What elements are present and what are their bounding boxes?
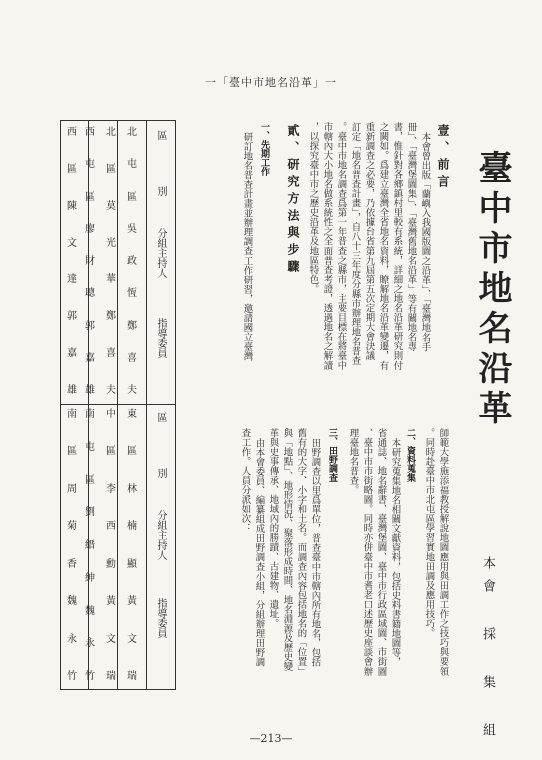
table-cell: 嘉 xyxy=(67,348,77,360)
table-cell: 顯 xyxy=(127,558,137,570)
text-line: 理臺地名普查。 xyxy=(347,428,359,495)
table-cell: 中 xyxy=(106,409,116,420)
table-cell: 政 xyxy=(127,256,137,267)
table-header-advisor: 指導委員 xyxy=(155,598,166,638)
text-line: 師範大學施添福教授解說地圖應用與田調工作之技巧與要領 xyxy=(437,428,449,677)
running-header: 一「臺中市地名沿革」一 xyxy=(205,76,337,89)
table-cell: 屯 xyxy=(85,441,95,453)
text-line: 訂定「地名普查計畫」，自八十三年度分縣市辦理地名普查 xyxy=(349,122,361,366)
table-cell: 縉 xyxy=(85,540,95,551)
text-line: 市轄內大小地名做系統性之全面普查考證，透過地名之解讀 xyxy=(321,122,333,371)
text-line: 研訂地名普查計畫並辦理調查工作研習，邀請國立臺灣 xyxy=(241,132,253,361)
table-cell: 竹 xyxy=(67,670,77,682)
text-line: 書，惟針對各鄉鎮村里較有系統，詳細之地名沿革研究則付 xyxy=(391,122,403,371)
table-cell: 勳 xyxy=(106,558,116,570)
table-cell: 北 xyxy=(106,127,116,138)
text-line: 舊有的大字、小字和土名。而調查內容包括地名的「位置」 xyxy=(295,428,307,677)
table-cell: 光 xyxy=(106,237,116,249)
article-title: 臺中市地名沿革 xyxy=(472,150,512,430)
table-cell: 西 xyxy=(85,127,95,138)
table-row xyxy=(82,128,98,396)
table-cell: 文 xyxy=(67,237,77,249)
table-header-advisor: 指導委員 xyxy=(155,318,166,358)
table-cell: 區 xyxy=(127,191,137,203)
table-row xyxy=(124,128,140,396)
table-cell: 黃 xyxy=(106,596,116,608)
table-row xyxy=(64,410,80,682)
table-cell: 劉 xyxy=(85,507,95,519)
text-line: 與「地點」、地形情況、聚落形成時間、地名淵源及歷史變 xyxy=(281,428,293,672)
table-cell: 雄 xyxy=(85,385,95,396)
table-cell: 文 xyxy=(127,633,137,645)
table-cell: 李 xyxy=(106,483,116,495)
text-line: 革與史事傳承、地域內的勝蹟、古建物、遺址。 xyxy=(267,428,279,629)
text-line: 本會曾出版「蘭嶼入我國版圖之沿革」、「臺灣地名手 xyxy=(419,132,431,352)
table-cell: 紳 xyxy=(85,572,95,584)
section-heading-intro: 壹、前言 xyxy=(436,124,450,192)
table-cell: 黃 xyxy=(127,596,137,608)
table-cell: 陳 xyxy=(67,200,77,212)
table-cell: 區 xyxy=(85,474,95,486)
table-cell: 區 xyxy=(67,163,77,175)
table-cell: 菊 xyxy=(67,521,77,533)
table-cell: 林 xyxy=(127,483,137,495)
table-header-district: 區 xyxy=(155,412,166,422)
table-cell: 東 xyxy=(127,409,137,420)
table-cell: 楠 xyxy=(127,521,137,533)
text-line: 。同時赴臺中市北屯區學習實地田調及應用技巧。 xyxy=(423,428,435,638)
text-line: 重新調查之必要，乃依據台省第九屆第五次定期大會決議 xyxy=(363,122,375,361)
section-heading-method: 貳、研究方法與步驟 xyxy=(286,124,300,277)
table-header-district-2: 別 xyxy=(155,186,166,196)
table-cell: 財 xyxy=(85,256,95,267)
table-cell: 喜 xyxy=(127,352,137,364)
table-row xyxy=(103,410,119,682)
table-cell: 郭 xyxy=(85,320,95,332)
table-row xyxy=(82,410,98,682)
text-line: 查工作。人員分派如次： xyxy=(239,428,251,533)
table-cell: 吳 xyxy=(127,223,137,235)
table-cell: 夫 xyxy=(106,384,116,396)
table-divider xyxy=(60,404,176,405)
table-cell: 永 xyxy=(85,638,95,650)
text-line: 之闕如。爲建立臺灣全省地名資料，瞭解地名沿革變遷，有 xyxy=(377,122,389,371)
text-line: 田野調查以里爲單位，普查臺中市轄內所有地名，包括 xyxy=(309,438,321,667)
table-header-leader: 分組主持人 xyxy=(155,228,166,278)
table-cell: 文 xyxy=(106,633,116,645)
text-line: 由本會委員、編纂組成田野調查小組，分組辦理田野調 xyxy=(253,438,265,667)
table-cell: 恆 xyxy=(127,288,137,300)
text-line: 本研究蒐集地名相關文獻資料，包括史料書籍地圖等， xyxy=(389,438,401,667)
table-cell: 郭 xyxy=(67,311,77,323)
table-row xyxy=(124,410,140,682)
text-line: 、臺中市市街略圖。同時亦併臺中市耆老口述歷史座談會辦 xyxy=(361,428,373,677)
table-cell: 屯 xyxy=(85,159,95,171)
table-cell: 永 xyxy=(67,633,77,645)
table-header-district-2: 別 xyxy=(155,468,166,478)
subsection-heading: 三、田野調查 xyxy=(327,428,337,482)
text-line: ，以探究臺中市之歷史沿革及地區特色。 xyxy=(307,122,319,294)
table-cell: 屯 xyxy=(127,159,137,171)
author-credit: 本會 採 集 組 xyxy=(480,556,495,746)
text-line: 冊」、「臺灣堡圖集」、「臺灣舊地名沿革」等有關地名專 xyxy=(405,122,417,352)
table-cell: 南 xyxy=(67,409,77,420)
table-cell: 嘉 xyxy=(85,352,95,364)
table-cell: 區 xyxy=(85,191,95,203)
table-cell: 達 xyxy=(67,274,77,286)
table-cell: 鄭 xyxy=(127,320,137,332)
subsection-heading: 一、先期工作 xyxy=(259,122,269,176)
table-header-district: 區 xyxy=(155,130,166,140)
table-cell: 南 xyxy=(85,409,95,420)
table-cell: 廖 xyxy=(85,223,95,235)
table-cell: 喜 xyxy=(106,348,116,360)
text-line: 。臺中市地名調查爲第一年普查之縣市，主要目標在將臺中 xyxy=(335,122,347,371)
table-row xyxy=(64,128,80,396)
table-cell: 夫 xyxy=(127,385,137,396)
table-cell: 西 xyxy=(106,521,116,533)
table-cell: 華 xyxy=(106,274,116,286)
table-header-leader: 分組主持人 xyxy=(155,510,166,560)
table-cell: 莫 xyxy=(106,200,116,212)
subsection-heading: 二、資料蒐集 xyxy=(405,428,415,482)
table-cell: 西 xyxy=(67,127,77,138)
table-cell: 瑞 xyxy=(106,670,116,682)
table-cell: 周 xyxy=(67,483,77,495)
table-cell: 魏 xyxy=(67,596,77,608)
table-cell: 魏 xyxy=(85,605,95,617)
table-row xyxy=(103,128,119,396)
table-cell: 香 xyxy=(67,558,77,570)
table-cell: 區 xyxy=(67,446,77,458)
table-cell: 聰 xyxy=(85,288,95,300)
table-cell: 區 xyxy=(106,446,116,458)
table-cell: 北 xyxy=(127,127,137,138)
table-cell: 區 xyxy=(106,163,116,175)
table-divider xyxy=(146,120,147,690)
table-cell: 區 xyxy=(127,446,137,458)
text-line: 省通誌、地名辭書、臺灣堡圖、臺中市行政區域圖、市街圖 xyxy=(375,428,387,677)
table-cell: 瑞 xyxy=(127,670,137,682)
page-number: —213— xyxy=(249,732,293,745)
table-cell: 雄 xyxy=(67,384,77,396)
table-cell: 竹 xyxy=(85,671,95,682)
table-cell: 鄭 xyxy=(106,311,116,323)
